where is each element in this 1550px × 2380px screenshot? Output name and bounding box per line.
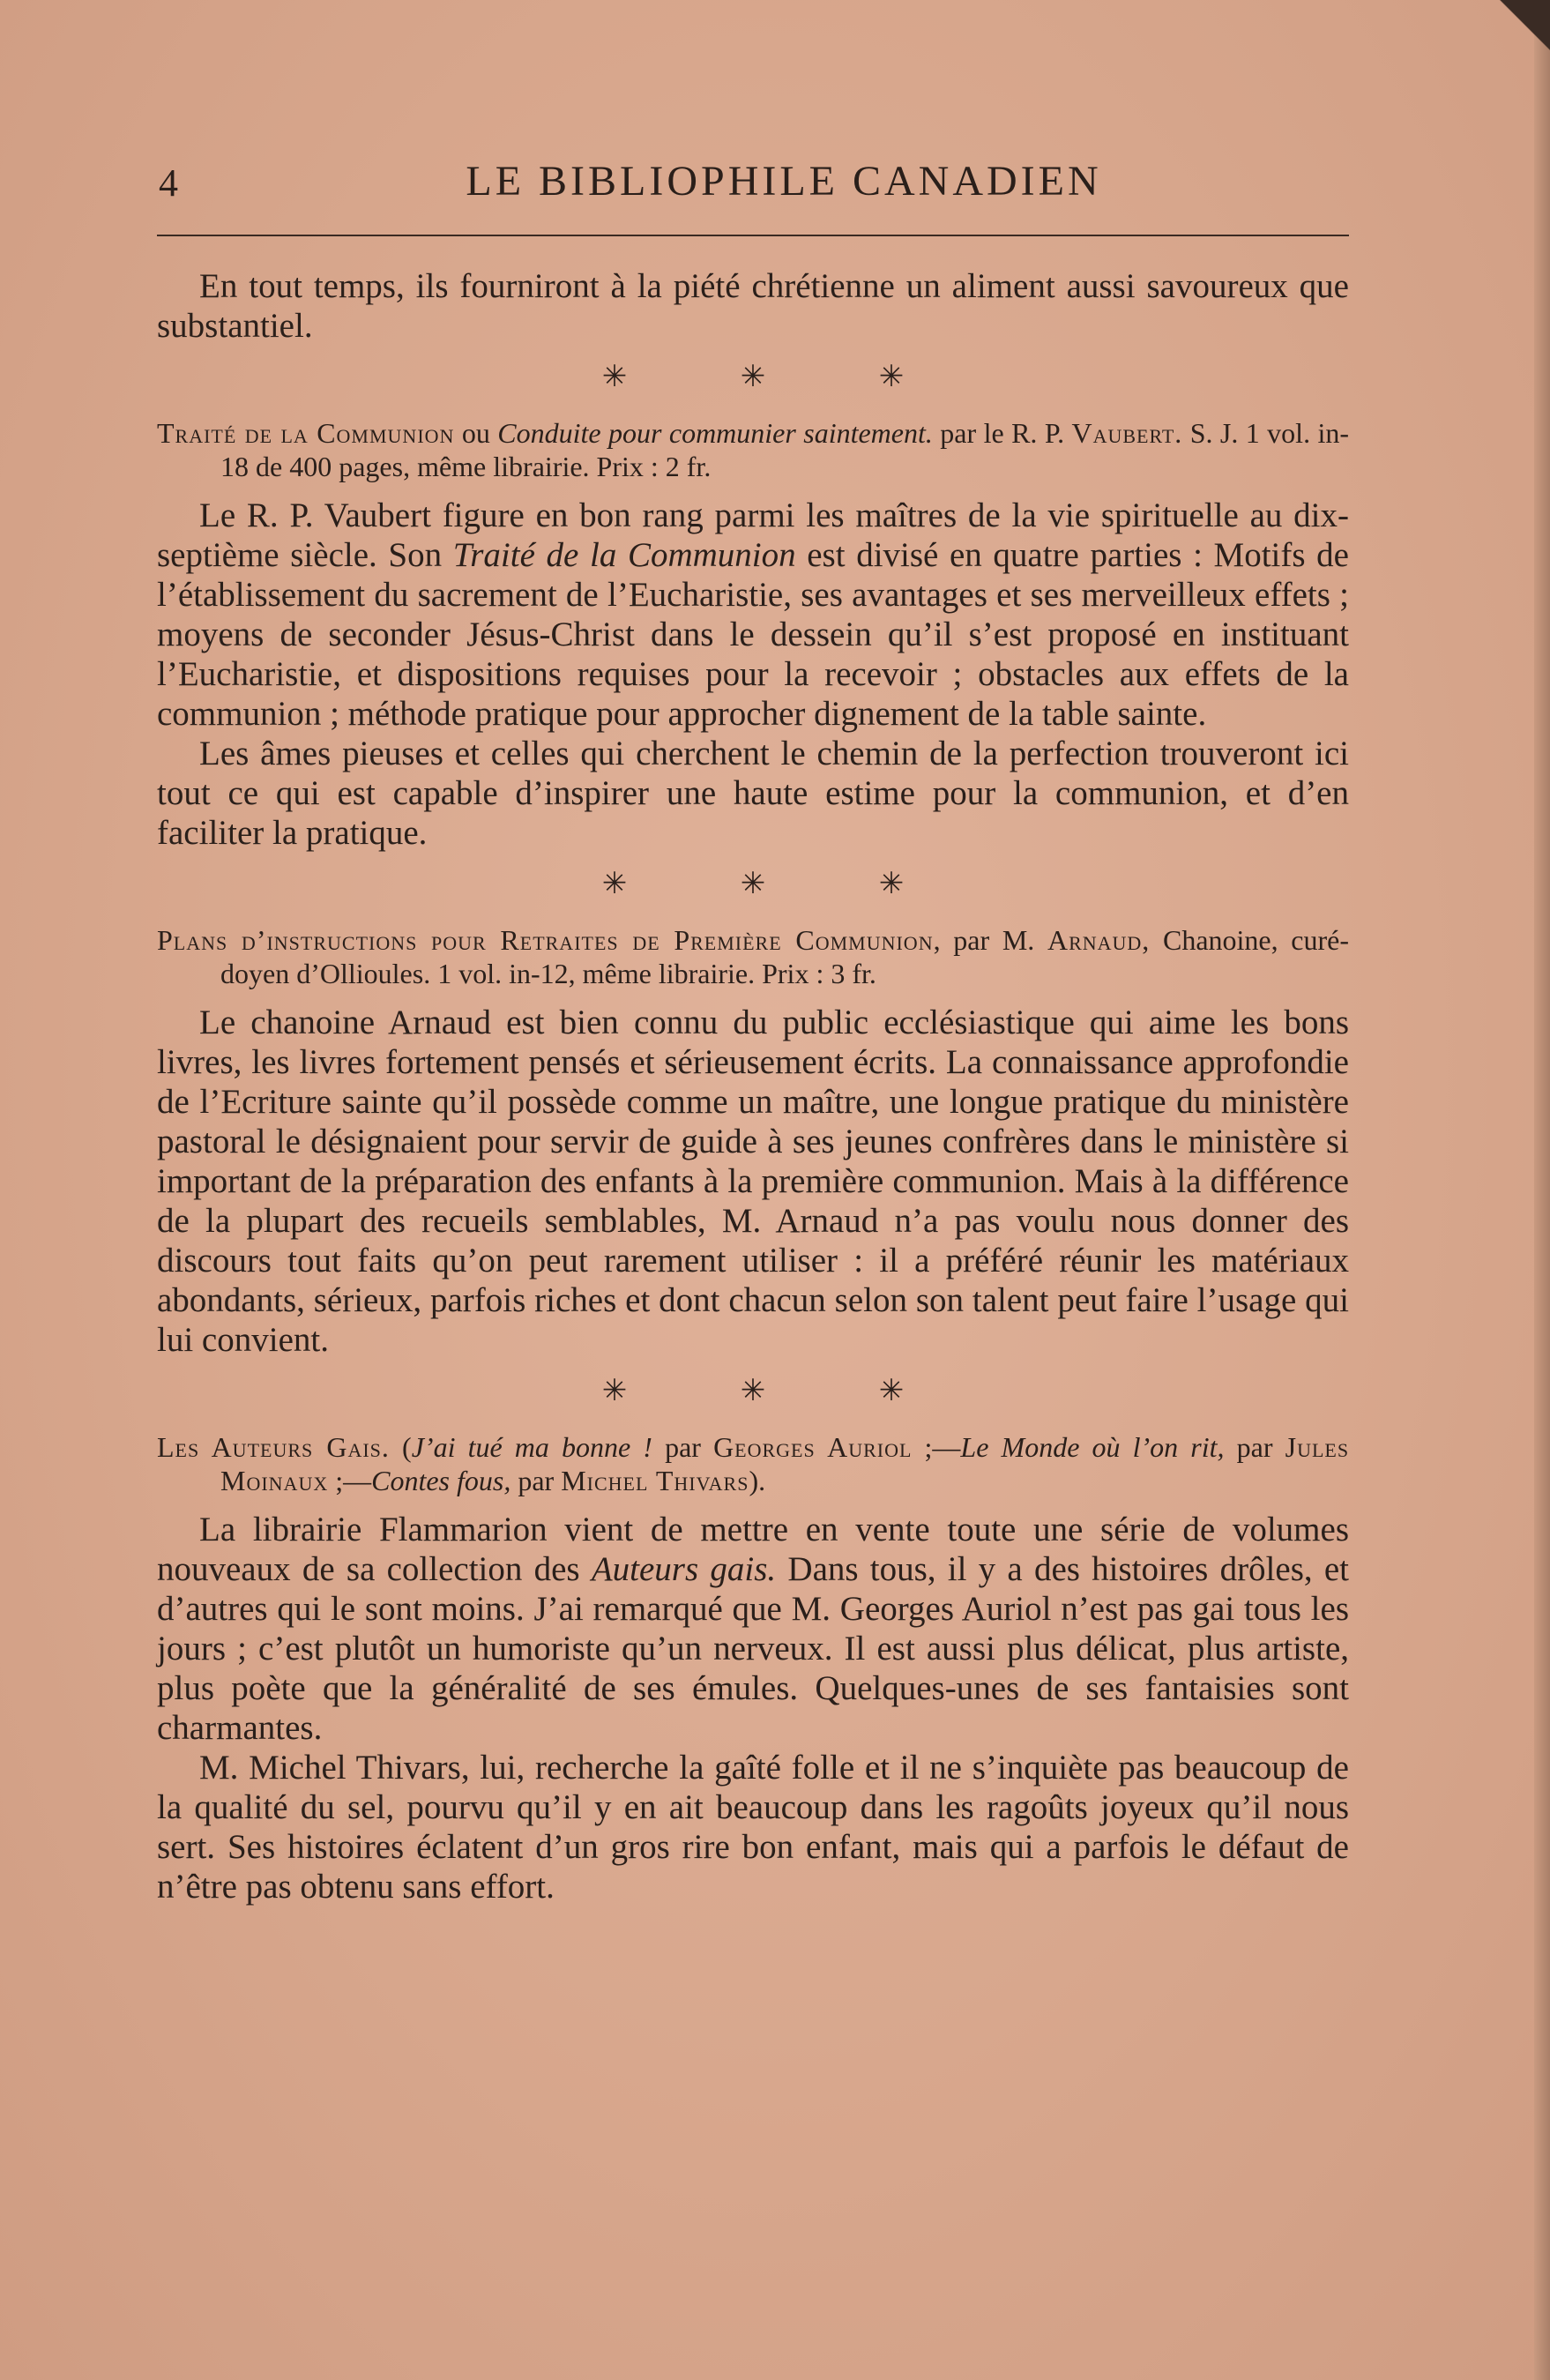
header-rule — [157, 235, 1349, 236]
entry-heading-auteurs-gais — [157, 1430, 1349, 1497]
entry-subtitle: Conduite pour communier saintement. — [497, 417, 933, 449]
running-title: LE BIBLIOPHILE CANADIEN — [466, 158, 1102, 205]
work-title: Le Monde où l’on rit, — [960, 1431, 1225, 1463]
text-run: est divisé en quatre parties : Motifs de l’établissement du sacrement de l’Eucharistie, ses avantages et ses merveilleux effets ; moyens de seconder Jésus-Christ dans le dessein qu’il s’est proposé en instituant l’Eucharistie, et dispositions requises pour la recevoir ; obstacles aux effets de la communion ; méthode pratique pour approcher dignement de la table sainte. — [157, 536, 1349, 733]
separator: ✳ ✳ ✳ — [601, 1375, 905, 1407]
running-header — [157, 150, 1349, 212]
text-run: par — [510, 1465, 562, 1496]
page-edge — [1534, 0, 1550, 2380]
text-run: ;— — [912, 1431, 961, 1463]
entry-conjunction: ou — [454, 417, 498, 449]
text-run: La librairie Flammarion vient de mettre en vente toute une série de volumes nouveaux de sa collection des — [157, 1511, 1349, 1588]
review-paragraph: Le chanoine Arnaud est bien connu du public ecclésiastique qui aime les bons livres, les livres fortement pensés et sérieusement écrits. La connaissance approfondie de l’Ecriture sainte qu’il possède comme un maître, une longue pratique du ministère pastoral le désignaient pour servir de guide à ses jeunes confrères dans le ministère si important de la préparation des enfants à la première communion. Mais à la différence de la plupart des recueils semblables, M. Arnaud n’a pas voulu nous donner des discours tout faits qu’on peut rarement utiliser : il a préféré réunir les matériaux abondants, sérieux, parfois riches et dont chacun selon son talent peut faire l’usage qui lui convient. — [157, 1003, 1349, 1359]
entry-author: Michel Thivars — [561, 1465, 749, 1496]
entry-details: Chanoine, curé-doyen d’Ollioules. 1 vol. in-12, même librairie. Prix : 3 fr. — [220, 924, 1350, 989]
entry-title: Les Auteurs Gais. — [157, 1431, 390, 1463]
review-paragraph — [157, 1510, 1349, 1748]
text-run: par — [652, 1431, 714, 1463]
entry-title: Plans d’instructions pour Retraites de Première Communion — [157, 924, 934, 956]
entry-heading-vaubert — [157, 416, 1349, 483]
work-title: J’ai tué ma bonne ! — [411, 1431, 652, 1463]
page — [157, 0, 1349, 2380]
page-number: 4 — [159, 161, 179, 205]
work-title: Contes fous, — [371, 1465, 511, 1496]
article-body — [157, 266, 1349, 1906]
review-paragraph — [157, 496, 1349, 734]
review-paragraph: M. Michel Thivars, lui, recherche la gaîté folle et il ne s’inquiète pas beaucoup de la qualité du sel, pourvu qu’il y en ait beaucoup dans les ragoûts joyeux qu’il nous sert. Ses histoires éclatent d’un gros rire bon enfant, mais qui a parfois le défaut de n’être pas obtenu sans effort. — [157, 1749, 1349, 1906]
text-run: ). — [749, 1465, 766, 1496]
italic-run: Traité de la Communion — [452, 536, 796, 574]
entry-details: S. J. 1 vol. in-18 de 400 pages, même librairie. Prix : 2 fr. — [220, 417, 1350, 482]
separator: ✳ ✳ ✳ — [601, 868, 905, 900]
text-run: ;— — [328, 1465, 372, 1496]
entry-byline: par le R. P. — [932, 417, 1072, 449]
text-run: Dans tous, il y a des histoires drôles, et d’autres qui le sont moins. J’ai remarqué que M. Georges Auriol n’est pas gai tous les jours ; c’est plutôt un humoriste qu’un nerveux. Il est aussi plus délicat, plus artiste, plus poète que la généralité de ses émules. Quelques-unes de ses fantaisies sont charmantes. — [157, 1550, 1349, 1747]
torn-corner — [1488, 0, 1550, 79]
entry-title: Traité de la Communion — [157, 417, 455, 449]
review-paragraph: Les âmes pieuses et celles qui cherchent le chemin de la perfection trouveront ici tout ce qui est capable d’inspirer une haute estime pour la communion, et d’en faciliter la pratique. — [157, 735, 1349, 852]
entry-author: Jules Moinaux — [220, 1431, 1350, 1496]
italic-run: Auteurs gais. — [591, 1550, 777, 1588]
intro-paragraph: En tout temps, ils fourniront à la piété chrétienne un aliment aussi savoureux que substantiel. — [157, 267, 1349, 345]
text-run: par — [1224, 1431, 1285, 1463]
entry-heading-arnaud — [157, 923, 1349, 990]
entry-byline: , par M. — [933, 924, 1047, 956]
entry-author: Vaubert. — [1071, 417, 1183, 449]
entry-author: Georges Auriol — [713, 1431, 913, 1463]
text-run: Le R. P. Vaubert figure en bon rang parmi les maîtres de la vie spirituelle au dix-septième siècle. Son — [157, 496, 1349, 574]
text-run: ( — [389, 1431, 412, 1463]
entry-author: Arnaud, — [1047, 924, 1151, 956]
separator: ✳ ✳ ✳ — [601, 361, 905, 393]
